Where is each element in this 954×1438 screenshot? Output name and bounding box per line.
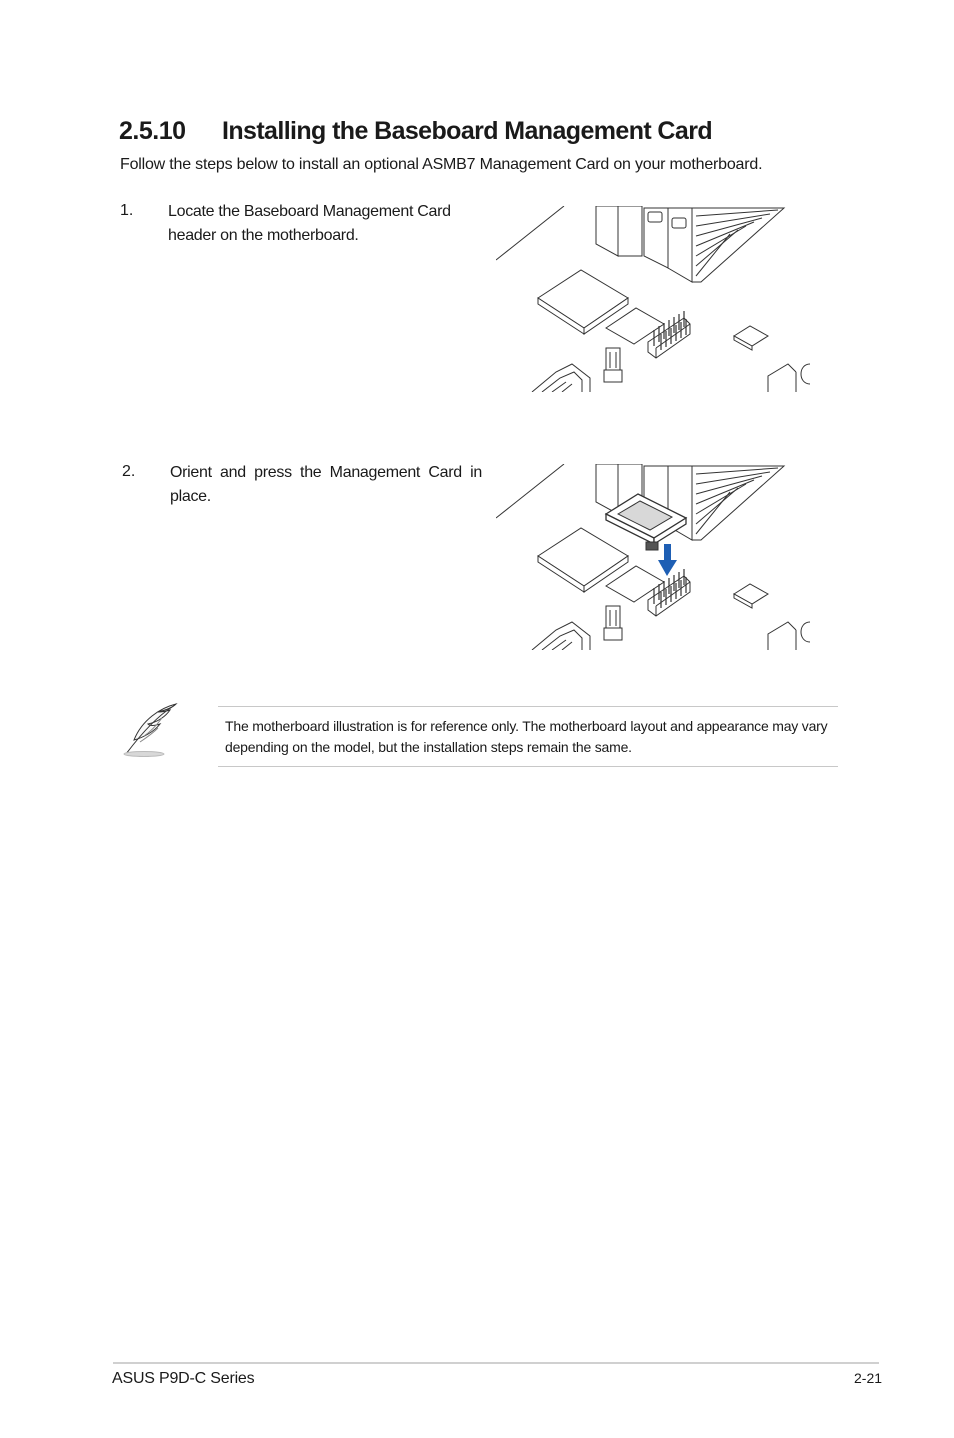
down-arrow-icon bbox=[658, 544, 677, 576]
note-bottom-rule bbox=[218, 766, 838, 767]
intro-paragraph: Follow the steps below to install an optional ASMB7 Management Card on your motherboard. bbox=[120, 156, 763, 173]
step-1-text: Locate the Baseboard Management Card header on the motherboard. bbox=[168, 203, 451, 244]
section-number: 2.5.10 bbox=[119, 117, 186, 145]
footer-rule bbox=[113, 1362, 879, 1364]
figure-locate-header bbox=[496, 206, 810, 392]
footer-product: ASUS P9D-C Series bbox=[112, 1370, 255, 1387]
motherboard-illustration-1 bbox=[496, 206, 810, 392]
note-text: The motherboard illustration is for reference only. The motherboard layout and appearance may vary depending on the model, but the installation steps remain the same. bbox=[225, 718, 828, 755]
figure-install-card bbox=[496, 464, 810, 650]
feather-pen-icon bbox=[120, 702, 180, 760]
step-1-number: 1. bbox=[120, 202, 134, 219]
step-2-text: Orient and press the Management Card in place. bbox=[170, 464, 482, 505]
motherboard-illustration-2 bbox=[496, 464, 810, 650]
section-title: Installing the Baseboard Management Card bbox=[222, 117, 712, 145]
note-top-rule bbox=[218, 706, 838, 707]
page-number: 2-21 bbox=[854, 1370, 883, 1386]
step-2-number: 2. bbox=[122, 463, 136, 480]
